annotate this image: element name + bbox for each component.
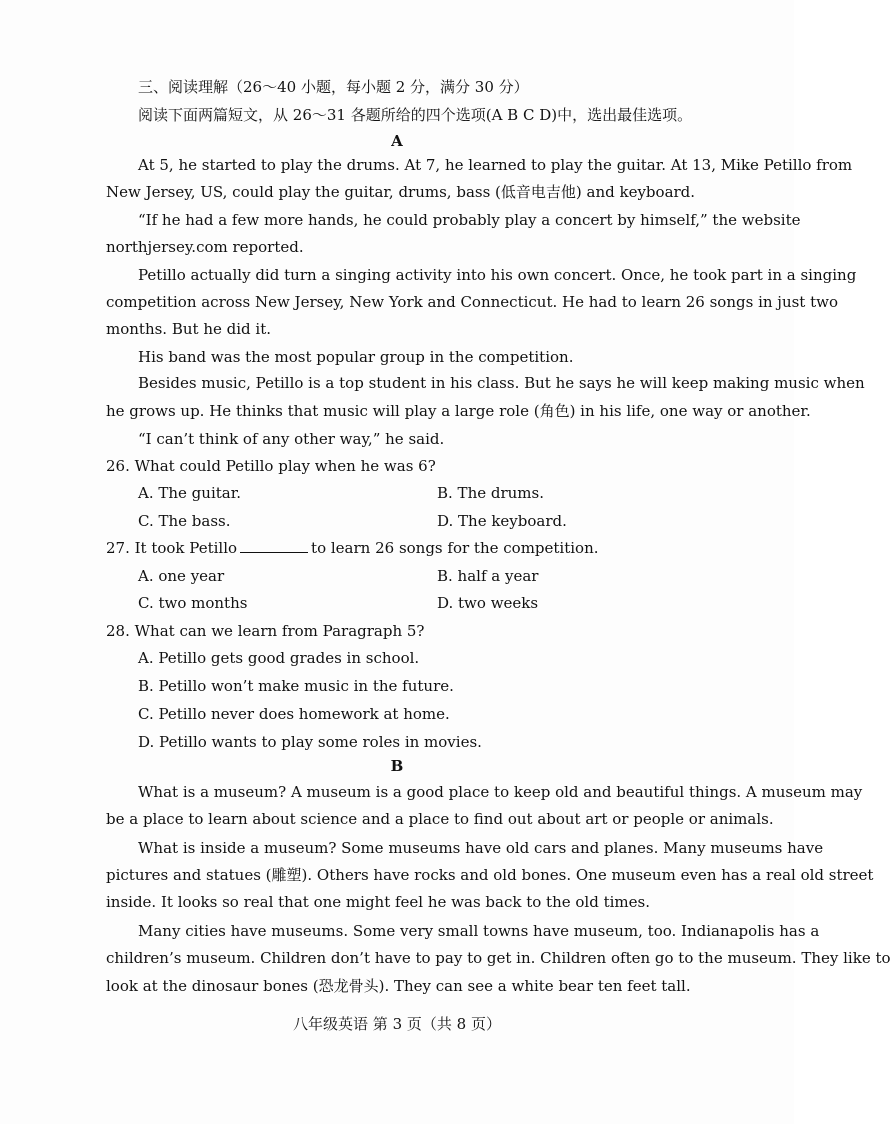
passage-b-line: children’s museum. Children don’t have to pay to get in. Children often go to the museum. They like to [106, 949, 891, 967]
passage-b-line: look at the dinosaur bones (恐龙骨头). They can see a white bear ten feet tall. [106, 977, 691, 995]
question-26-stem: 26. What could Petillo play when he was 6? [106, 457, 436, 475]
passage-b-line: be a place to learn about science and a place to find out about art or people or animals. [106, 810, 774, 828]
question-28-option-d: D. Petillo wants to play some roles in movies. [138, 733, 482, 751]
passage-a-line: At 5, he started to play the drums. At 7, he learned to play the guitar. At 13, Mike Petillo from [138, 156, 853, 174]
passage-b-line: What is inside a museum? Some museums have old cars and planes. Many museums have [138, 839, 824, 857]
passage-a-line: His band was the most popular group in the competition. [138, 348, 574, 366]
section-header: 三、阅读理解（26～40 小题，每小题 2 分，满分 30 分） [138, 78, 529, 96]
page-footer: 八年级英语 第 3 页（共 8 页） [293, 1015, 501, 1033]
question-28-option-b: B. Petillo won’t make music in the future. [138, 677, 454, 695]
passage-a-line: northjersey.com reported. [106, 238, 304, 256]
passage-a-line: “If he had a few more hands, he could probably play a concert by himself,” the website [138, 211, 801, 229]
question-28-stem: 28. What can we learn from Paragraph 5? [106, 622, 425, 640]
passage-b-line: inside. It looks so real that one might feel he was back to the old times. [106, 893, 650, 911]
passage-b-heading: B [390, 757, 404, 775]
instructions: 阅读下面两篇短文，从 26～31 各题所给的四个选项(A B C D)中，选出最佳选项。 [138, 106, 693, 124]
question-27-option-a: A. one year [138, 567, 225, 585]
passage-a-line: he grows up. He thinks that music will play a large role (角色) in his life, one way or another. [106, 402, 811, 420]
question-28-option-c: C. Petillo never does homework at home. [138, 705, 450, 723]
passage-a-line: months. But he did it. [106, 320, 271, 338]
passage-a-line: New Jersey, US, could play the guitar, drums, bass (低音电吉他) and keyboard. [106, 183, 696, 201]
question-27-option-b: B. half a year [437, 567, 539, 585]
answer-blank [240, 538, 308, 553]
passage-a-line: “I can’t think of any other way,” he said. [138, 430, 445, 448]
question-27-option-c: C. two months [138, 594, 248, 612]
passage-a-heading: A [391, 132, 403, 150]
passage-b-line: What is a museum? A museum is a good place to keep old and beautiful things. A museum may [138, 783, 863, 801]
question-27-stem-before: 27. It took Petillo [106, 539, 238, 557]
question-27-stem-after: to learn 26 songs for the competition. [311, 539, 599, 557]
passage-a-line: Petillo actually did turn a singing activity into his own concert. Once, he took part in a singing [138, 266, 857, 284]
question-26-option-c: C. The bass. [138, 512, 231, 530]
question-27-stem [106, 537, 781, 559]
question-26-option-b: B. The drums. [437, 484, 544, 502]
question-28-option-a: A. Petillo gets good grades in school. [138, 649, 420, 667]
question-27-option-d: D. two weeks [437, 594, 539, 612]
passage-b-line: pictures and statues (雕塑). Others have rocks and old bones. One museum even has a real old street [106, 866, 874, 884]
passage-b-line: Many cities have museums. Some very small towns have museum, too. Indianapolis has a [138, 922, 820, 940]
question-26-option-a: A. The guitar. [138, 484, 242, 502]
passage-a-line: competition across New Jersey, New York and Connecticut. He had to learn 26 songs in just two [106, 293, 838, 311]
question-26-option-d: D. The keyboard. [437, 512, 567, 530]
passage-a-line: Besides music, Petillo is a top student in his class. But he says he will keep making music when [138, 374, 865, 392]
